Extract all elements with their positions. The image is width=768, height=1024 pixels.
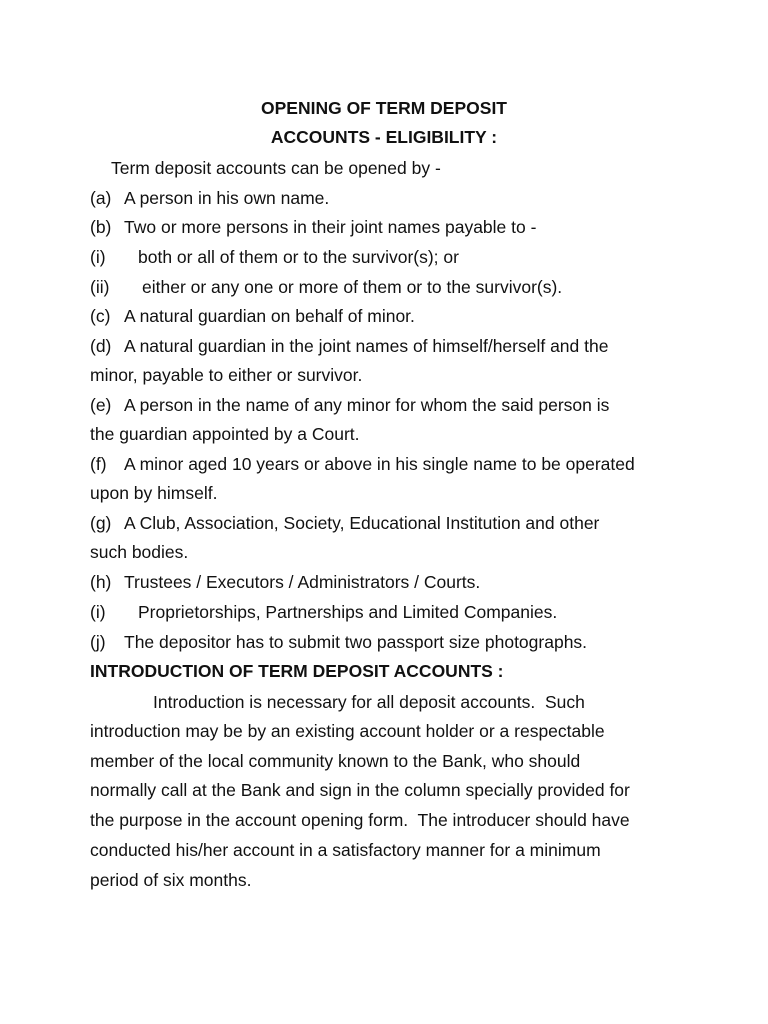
list-text: The depositor has to submit two passport size photographs. (124, 632, 588, 652)
list-marker: (a) (90, 188, 112, 208)
list-text: A minor aged 10 years or above in his single name to be operated (124, 454, 635, 474)
list-marker: (f) (90, 454, 107, 474)
list-item-i (90, 601, 557, 623)
paragraph-line: the purpose in the account opening form. The introducer should have (90, 810, 630, 830)
list-item-b-ii (90, 276, 562, 298)
list-item-g (90, 512, 599, 534)
list-item-e-continued: the guardian appointed by a Court. (90, 424, 360, 444)
list-marker: (ii) (90, 277, 110, 297)
paragraph-line: introduction may be by an existing account holder or a respectable (90, 721, 605, 741)
list-text: A person in the name of any minor for whom the said person is (124, 395, 610, 415)
paragraph-line: Introduction is necessary for all deposit accounts. Such (153, 692, 585, 712)
section-heading-introduction: INTRODUCTION OF TERM DEPOSIT ACCOUNTS : (90, 661, 504, 681)
list-text: A natural guardian in the joint names of himself/herself and the (124, 336, 609, 356)
list-marker: (j) (90, 632, 106, 652)
list-item-d (90, 335, 608, 357)
list-item-d-continued: minor, payable to either or survivor. (90, 365, 363, 385)
paragraph-line: normally call at the Bank and sign in the column specially provided for (90, 780, 630, 800)
list-marker: (d) (90, 336, 112, 356)
intro-line: Term deposit accounts can be opened by - (111, 158, 441, 178)
list-item-f (90, 453, 635, 475)
list-item-e (90, 394, 609, 416)
list-marker: (h) (90, 572, 112, 592)
list-text: either or any one or more of them or to the survivor(s). (142, 277, 563, 297)
list-marker: (e) (90, 395, 112, 415)
list-marker: (b) (90, 217, 112, 237)
list-item-a (90, 187, 329, 209)
title-line-2: ACCOUNTS - ELIGIBILITY : (270, 127, 498, 147)
list-marker: (i) (90, 602, 106, 622)
list-item-b (90, 216, 536, 238)
list-text: Two or more persons in their joint names payable to - (124, 217, 537, 237)
paragraph-line: period of six months. (90, 870, 252, 890)
list-item-g-continued: such bodies. (90, 542, 189, 562)
list-text: A person in his own name. (124, 188, 330, 208)
list-text: both or all of them or to the survivor(s); or (138, 247, 459, 267)
list-text: Trustees / Executors / Administrators / Courts. (124, 572, 481, 592)
list-marker: (c) (90, 306, 111, 326)
list-item-c (90, 305, 415, 327)
paragraph-line: conducted his/her account in a satisfactory manner for a minimum (90, 840, 601, 860)
list-text: A natural guardian on behalf of minor. (124, 306, 415, 326)
paragraph-line: member of the local community known to the Bank, who should (90, 751, 581, 771)
list-text: Proprietorships, Partnerships and Limited Companies. (138, 602, 558, 622)
list-item-b-i (90, 246, 459, 268)
list-item-h (90, 571, 480, 593)
list-item-j (90, 631, 587, 653)
list-text: A Club, Association, Society, Educational Institution and other (124, 513, 600, 533)
list-marker: (i) (90, 247, 106, 267)
title-line-1: OPENING OF TERM DEPOSIT (261, 98, 507, 118)
list-marker: (g) (90, 513, 112, 533)
list-item-f-continued: upon by himself. (90, 483, 218, 503)
